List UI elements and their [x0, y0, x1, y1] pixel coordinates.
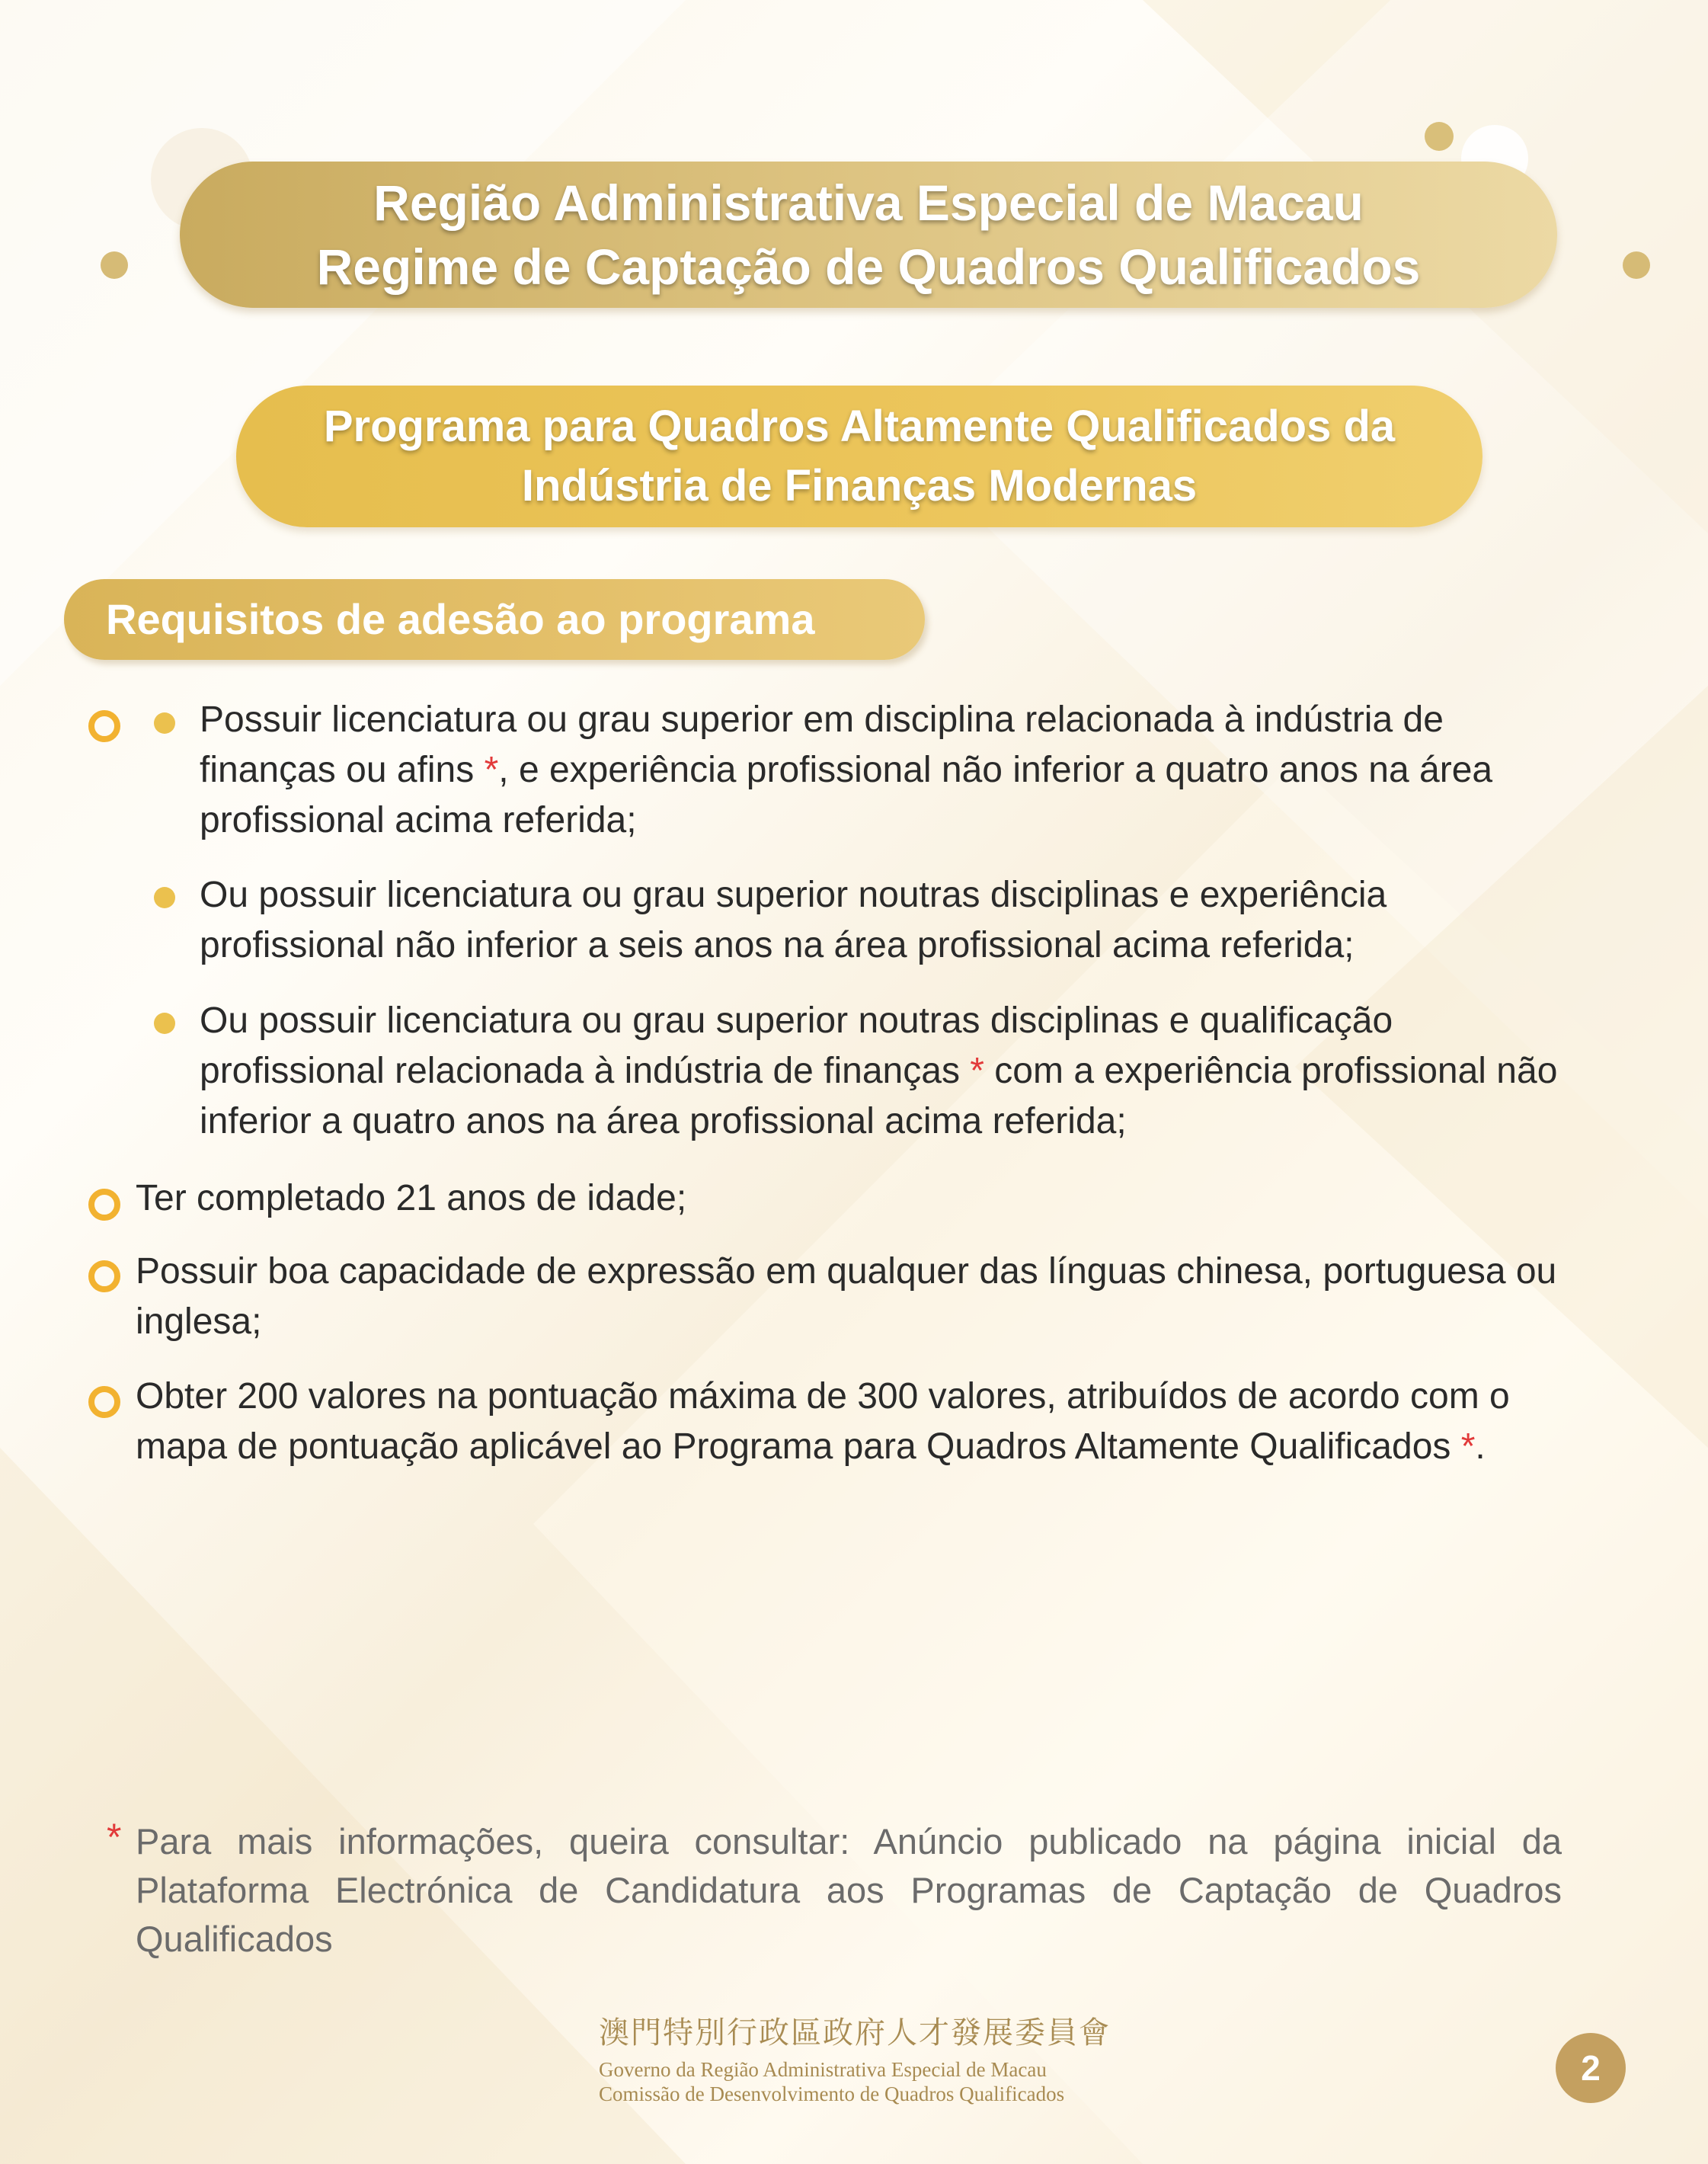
list-item-score: Obter 200 valores na pontuação máxima de 300 valores, atribuídos de acordo com o mapa de pontuação aplicável ao Programa para Quadros Altamente Qualificados *.: [136, 1376, 1510, 1467]
list-item-degree-finance: Possuir licenciatura ou grau superior em disciplina relacionada à indústria de finanças ou afins *, e experiência profissional não inferior a quatro anos na área profissional acima referida;: [200, 699, 1493, 840]
asterisk-mark: *: [484, 750, 499, 790]
title-line-1: Região Administrativa Especial de Macau: [373, 174, 1364, 231]
title-banner: [180, 162, 1557, 308]
footnote-asterisk: *: [107, 1816, 122, 1858]
deco-dot-right: [1623, 251, 1650, 279]
dot-bullet-icon: [154, 887, 175, 908]
dot-bullet-icon: [154, 712, 175, 734]
list-item-age: Ter completado 21 anos de idade;: [136, 1178, 687, 1218]
section-heading: Requisitos de adesão ao programa: [64, 579, 925, 660]
asterisk-mark: *: [1460, 1426, 1476, 1467]
ring-bullet-icon: [88, 1260, 120, 1292]
footer-organization: [599, 2012, 1284, 2106]
deco-dot-top-right: [1425, 122, 1454, 151]
ring-bullet-icon: [88, 1386, 120, 1418]
footnote-text: Para mais informações, queira consultar: Anúncio publicado na página inicial da Plataforma Electrónica de Candidatura aos Programas de Captação de Quadros Qualificados: [136, 1821, 1562, 1959]
title-line-2: Regime de Captação de Quadros Qualificados: [316, 238, 1421, 295]
list-item-other-degree-six-years: Ou possuir licenciatura ou grau superior noutras disciplinas e experiência profissional não inferior a seis anos na área profissional acima referida;: [200, 875, 1387, 965]
ring-bullet-icon: [88, 1189, 120, 1221]
footnote: [107, 1817, 1562, 1964]
program-line-2: Indústria de Finanças Modernas: [521, 461, 1198, 511]
program-line-1: Programa para Quadros Altamente Qualificados da: [323, 402, 1396, 451]
asterisk-mark: *: [970, 1051, 984, 1091]
page-number-badge: 2: [1556, 2033, 1626, 2103]
dot-bullet-icon: [154, 1013, 175, 1034]
program-banner: [236, 386, 1483, 527]
list-item-languages: Possuir boa capacidade de expressão em qualquer das línguas chinesa, portuguesa ou inglesa;: [136, 1251, 1557, 1342]
footer-portuguese-line-1: Governo da Região Administrativa Especial de Macau: [599, 2058, 1047, 2081]
footer-chinese-name: 澳門特別行政區政府人才發展委員會: [599, 2015, 1111, 2050]
ring-bullet-icon: [88, 710, 120, 742]
list-item-other-degree-qualification: Ou possuir licenciatura ou grau superior noutras disciplinas e qualificação profissional relacionada à indústria de finanças * com a experiência profissional não inferior a quatro anos na área profissional acima referida;: [200, 1000, 1558, 1141]
deco-dot-left: [101, 251, 128, 279]
footer-portuguese-line-2: Comissão de Desenvolvimento de Quadros Qualificados: [599, 2082, 1065, 2105]
